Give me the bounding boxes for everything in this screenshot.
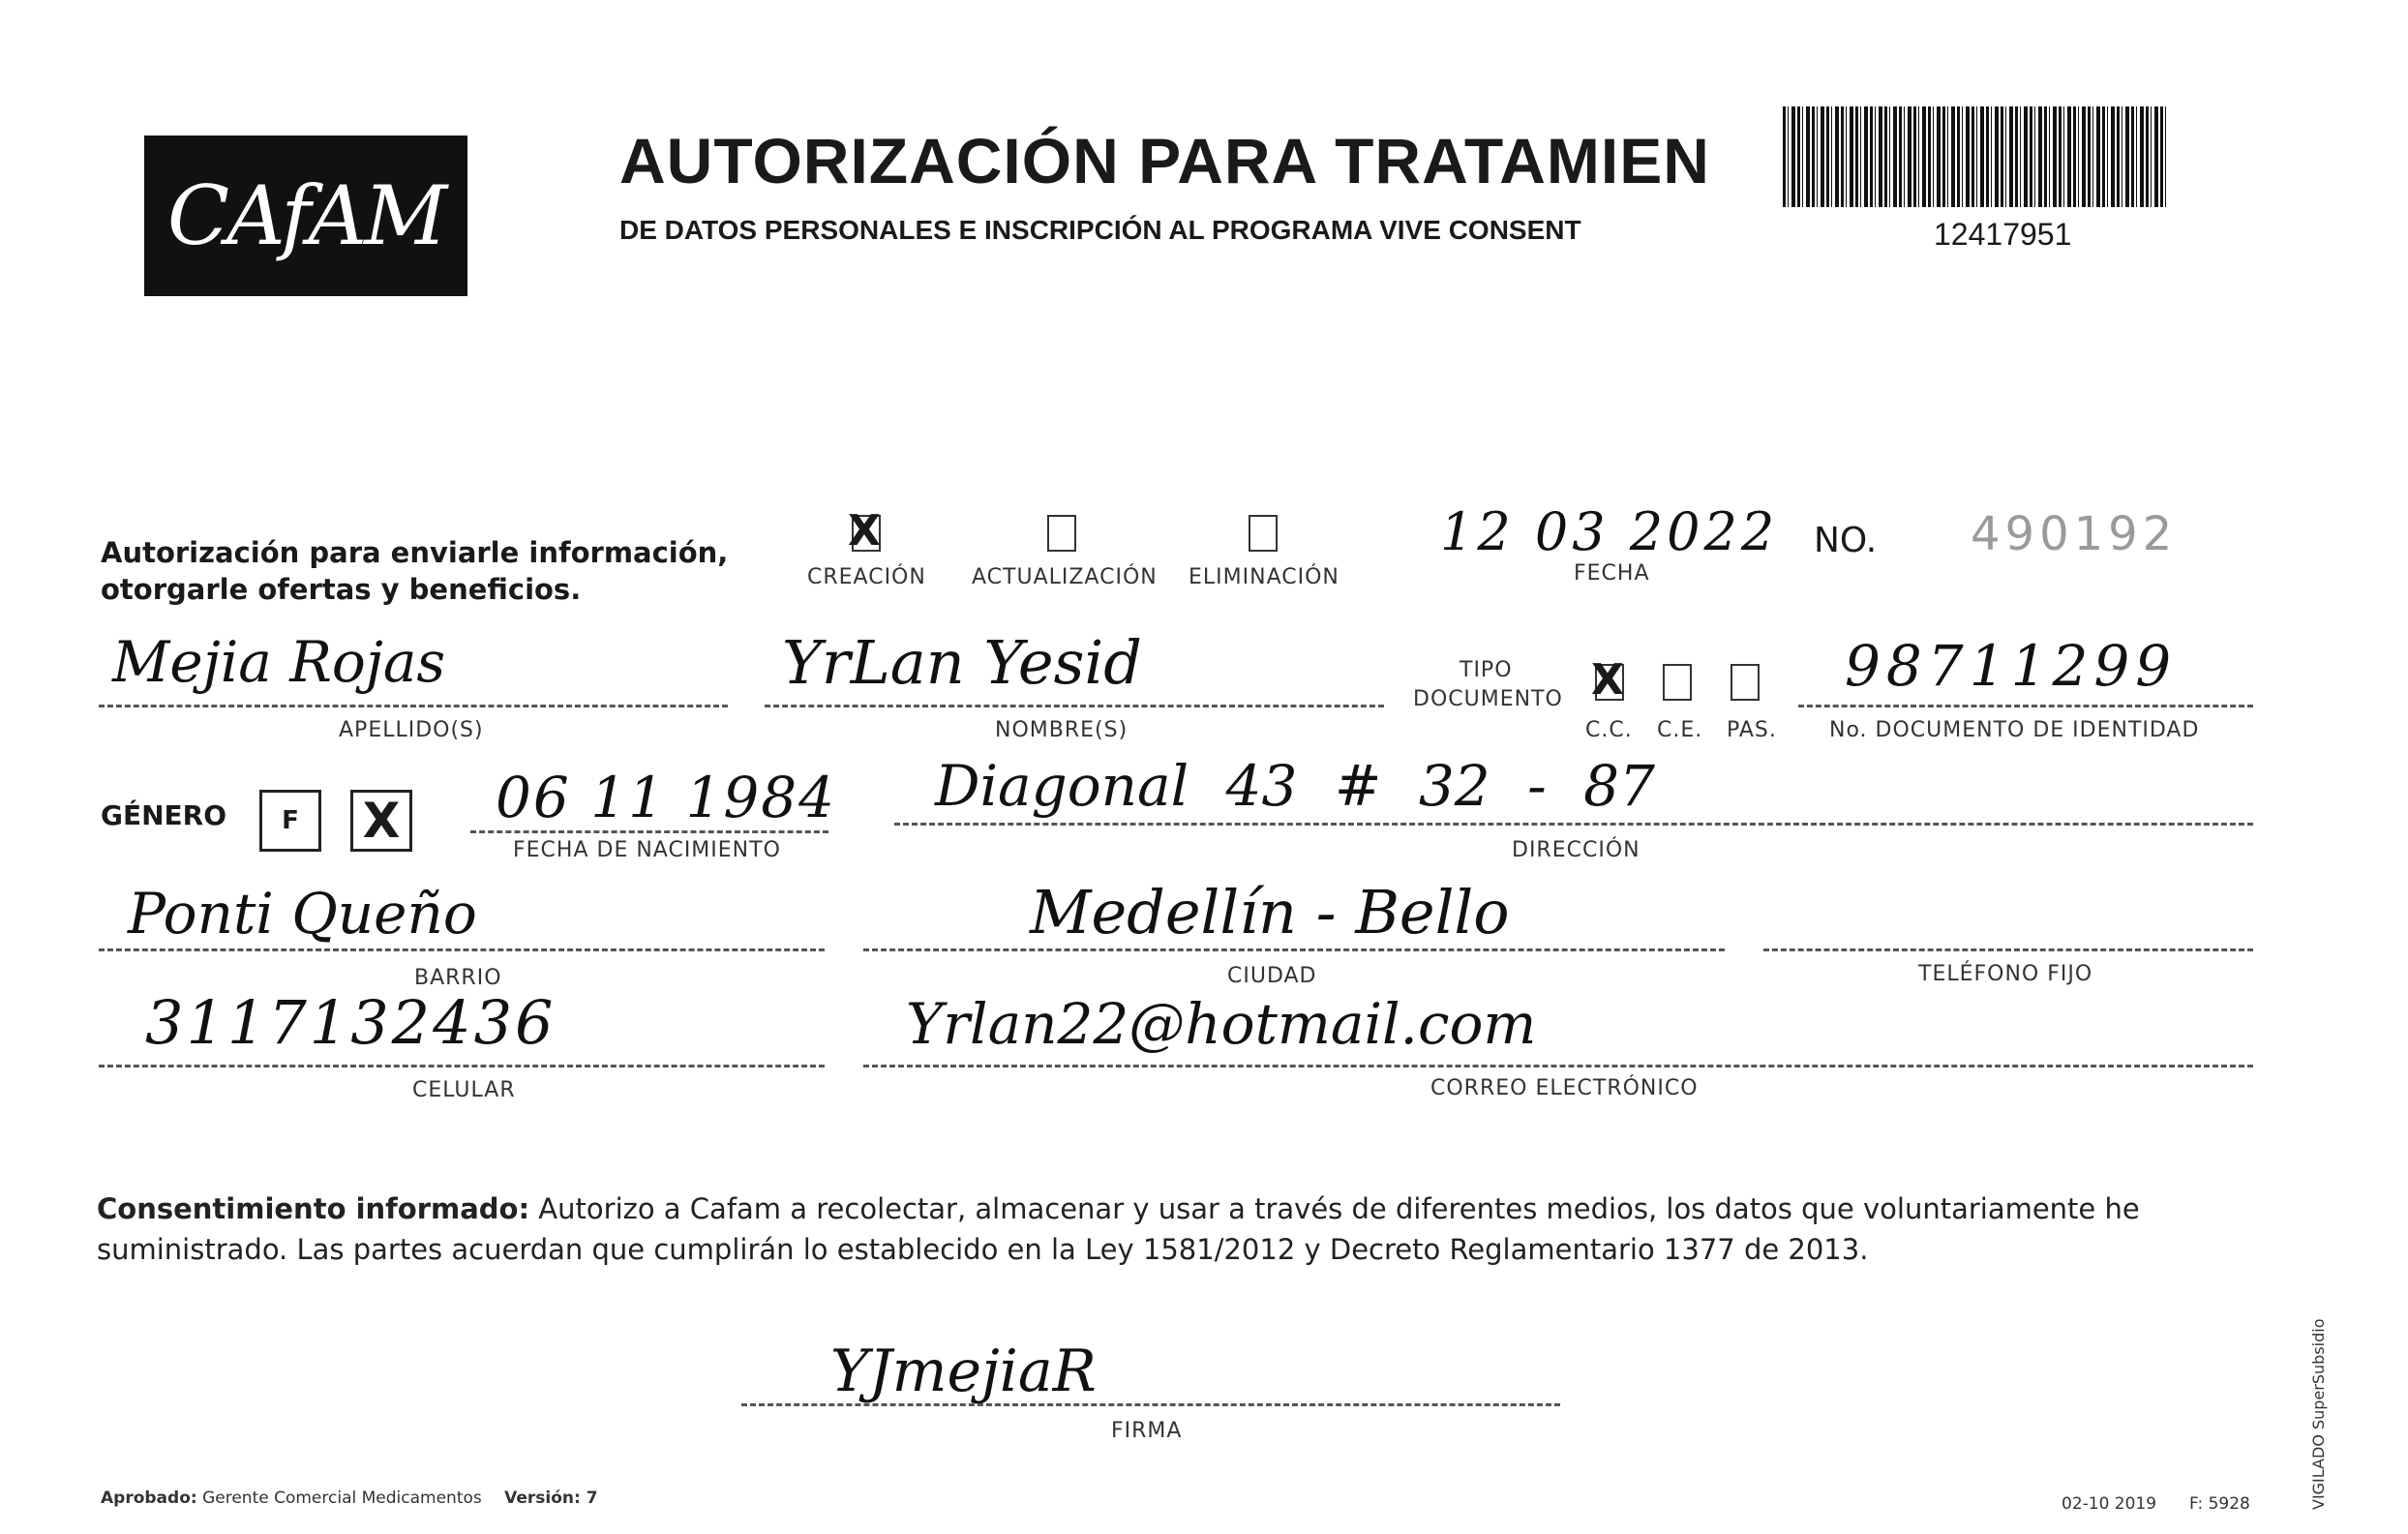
telefono-label: TELÉFONO FIJO — [1918, 962, 2093, 986]
footer-aprobado — [101, 1489, 598, 1508]
cc-check-mark: X — [1591, 655, 1624, 705]
barrio-value: Ponti Queño — [128, 881, 477, 947]
cafam-logo: CAfAM — [144, 135, 467, 296]
pas-checkbox[interactable] — [1731, 664, 1760, 701]
version-label: Versión: 7 — [504, 1489, 598, 1508]
pas-label: PAS. — [1727, 718, 1777, 742]
nacimiento-label: FECHA DE NACIMIENTO — [513, 838, 781, 862]
ciudad-value: Medellín - Bello — [1030, 877, 1510, 947]
nombres-label: NOMBRE(S) — [995, 718, 1129, 742]
aprobado-label: Aprobado: — [101, 1489, 197, 1508]
consent-heading: Consentimiento informado: — [97, 1192, 530, 1225]
correo-label: CORREO ELECTRÓNICO — [1430, 1076, 1699, 1100]
ce-label: C.E. — [1657, 718, 1703, 742]
no-value: 490192 — [1971, 507, 2178, 561]
nacimiento-line[interactable] — [470, 830, 828, 833]
correo-value: Yrlan22@hotmail.com — [906, 991, 1537, 1057]
documento-label: No. DOCUMENTO DE IDENTIDAD — [1829, 718, 2200, 742]
celular-value: 3117132436 — [145, 987, 557, 1058]
documento-line[interactable] — [1798, 705, 2253, 707]
eliminacion-checkbox[interactable] — [1249, 515, 1278, 552]
genero-f-box[interactable]: F — [259, 790, 321, 852]
genero-m-box[interactable]: X — [350, 790, 412, 852]
fecha-label: FECHA — [1574, 561, 1650, 586]
aprobado-value: Gerente Comercial Medicamentos — [202, 1489, 482, 1508]
direccion-value: Diagonal 43 # 32 - 87 — [935, 753, 1655, 819]
barcode-number: 12417951 — [1934, 217, 2072, 252]
consent-paragraph — [97, 1188, 2245, 1270]
direccion-label: DIRECCIÓN — [1512, 838, 1640, 862]
actualizacion-checkbox[interactable] — [1047, 515, 1076, 552]
signature-value: YJmejiaR — [830, 1338, 1097, 1405]
nacimiento-value: 06 11 1984 — [496, 765, 837, 830]
form-subtitle: DE DATOS PERSONALES E INSCRIPCIÓN AL PROGRAMA VIVE CONSENT — [619, 215, 1581, 245]
celular-label: CELULAR — [412, 1078, 516, 1102]
consent-text: Autorizo a Cafam a recolectar, almacenar y usar a través de diferentes medios, los datos que voluntariamente he suministrado. Las partes acuerdan que cumplirán lo establecido en la Ley 1581/2012 y Decreto Reglamentario 1377 de 2013. — [97, 1192, 2140, 1266]
creacion-label: CREACIÓN — [807, 565, 926, 589]
authorization-heading — [101, 534, 728, 608]
cc-label: C.C. — [1585, 718, 1633, 742]
barrio-line[interactable] — [99, 948, 825, 951]
tipo-label: TIPO — [1460, 658, 1513, 682]
documento-value: 98711299 — [1845, 633, 2178, 699]
authorization-heading-line2: otorgarle ofertas y beneficios. — [101, 573, 582, 606]
creacion-check-mark: X — [848, 506, 881, 556]
documento-type-label: DOCUMENTO — [1413, 687, 1563, 711]
no-label: NO. — [1814, 521, 1878, 560]
side-vigilado-text: VIGILADO SuperSubsidio — [2309, 1318, 2328, 1510]
apellidos-value: Mejia Rojas — [112, 629, 446, 695]
footer-form-code: F: 5928 — [2189, 1494, 2250, 1514]
ce-checkbox[interactable] — [1663, 664, 1692, 701]
signature-line[interactable] — [741, 1403, 1560, 1406]
ciudad-line[interactable] — [863, 948, 1725, 951]
footer-date-code: 02-10 2019 — [2062, 1494, 2157, 1514]
celular-line[interactable] — [99, 1065, 825, 1068]
nombres-value: YrLan Yesid — [782, 627, 1142, 698]
authorization-heading-line1: Autorización para enviarle información, — [101, 536, 729, 569]
direccion-line[interactable] — [894, 823, 2253, 826]
actualizacion-label: ACTUALIZACIÓN — [972, 565, 1158, 589]
barcode — [1783, 106, 2168, 207]
telefono-line[interactable] — [1763, 948, 2253, 951]
eliminacion-label: ELIMINACIÓN — [1189, 565, 1339, 589]
apellidos-label: APELLIDO(S) — [339, 718, 484, 742]
barrio-label: BARRIO — [414, 966, 502, 990]
apellidos-line[interactable] — [99, 705, 728, 707]
nombres-line[interactable] — [765, 705, 1384, 707]
fecha-value: 12 03 2022 — [1440, 501, 1779, 562]
signature-label: FIRMA — [1111, 1419, 1183, 1443]
form-title: AUTORIZACIÓN PARA TRATAMIEN — [619, 125, 1710, 196]
ciudad-label: CIUDAD — [1227, 964, 1317, 988]
correo-line[interactable] — [863, 1065, 2253, 1068]
genero-label: GÉNERO — [101, 799, 227, 831]
